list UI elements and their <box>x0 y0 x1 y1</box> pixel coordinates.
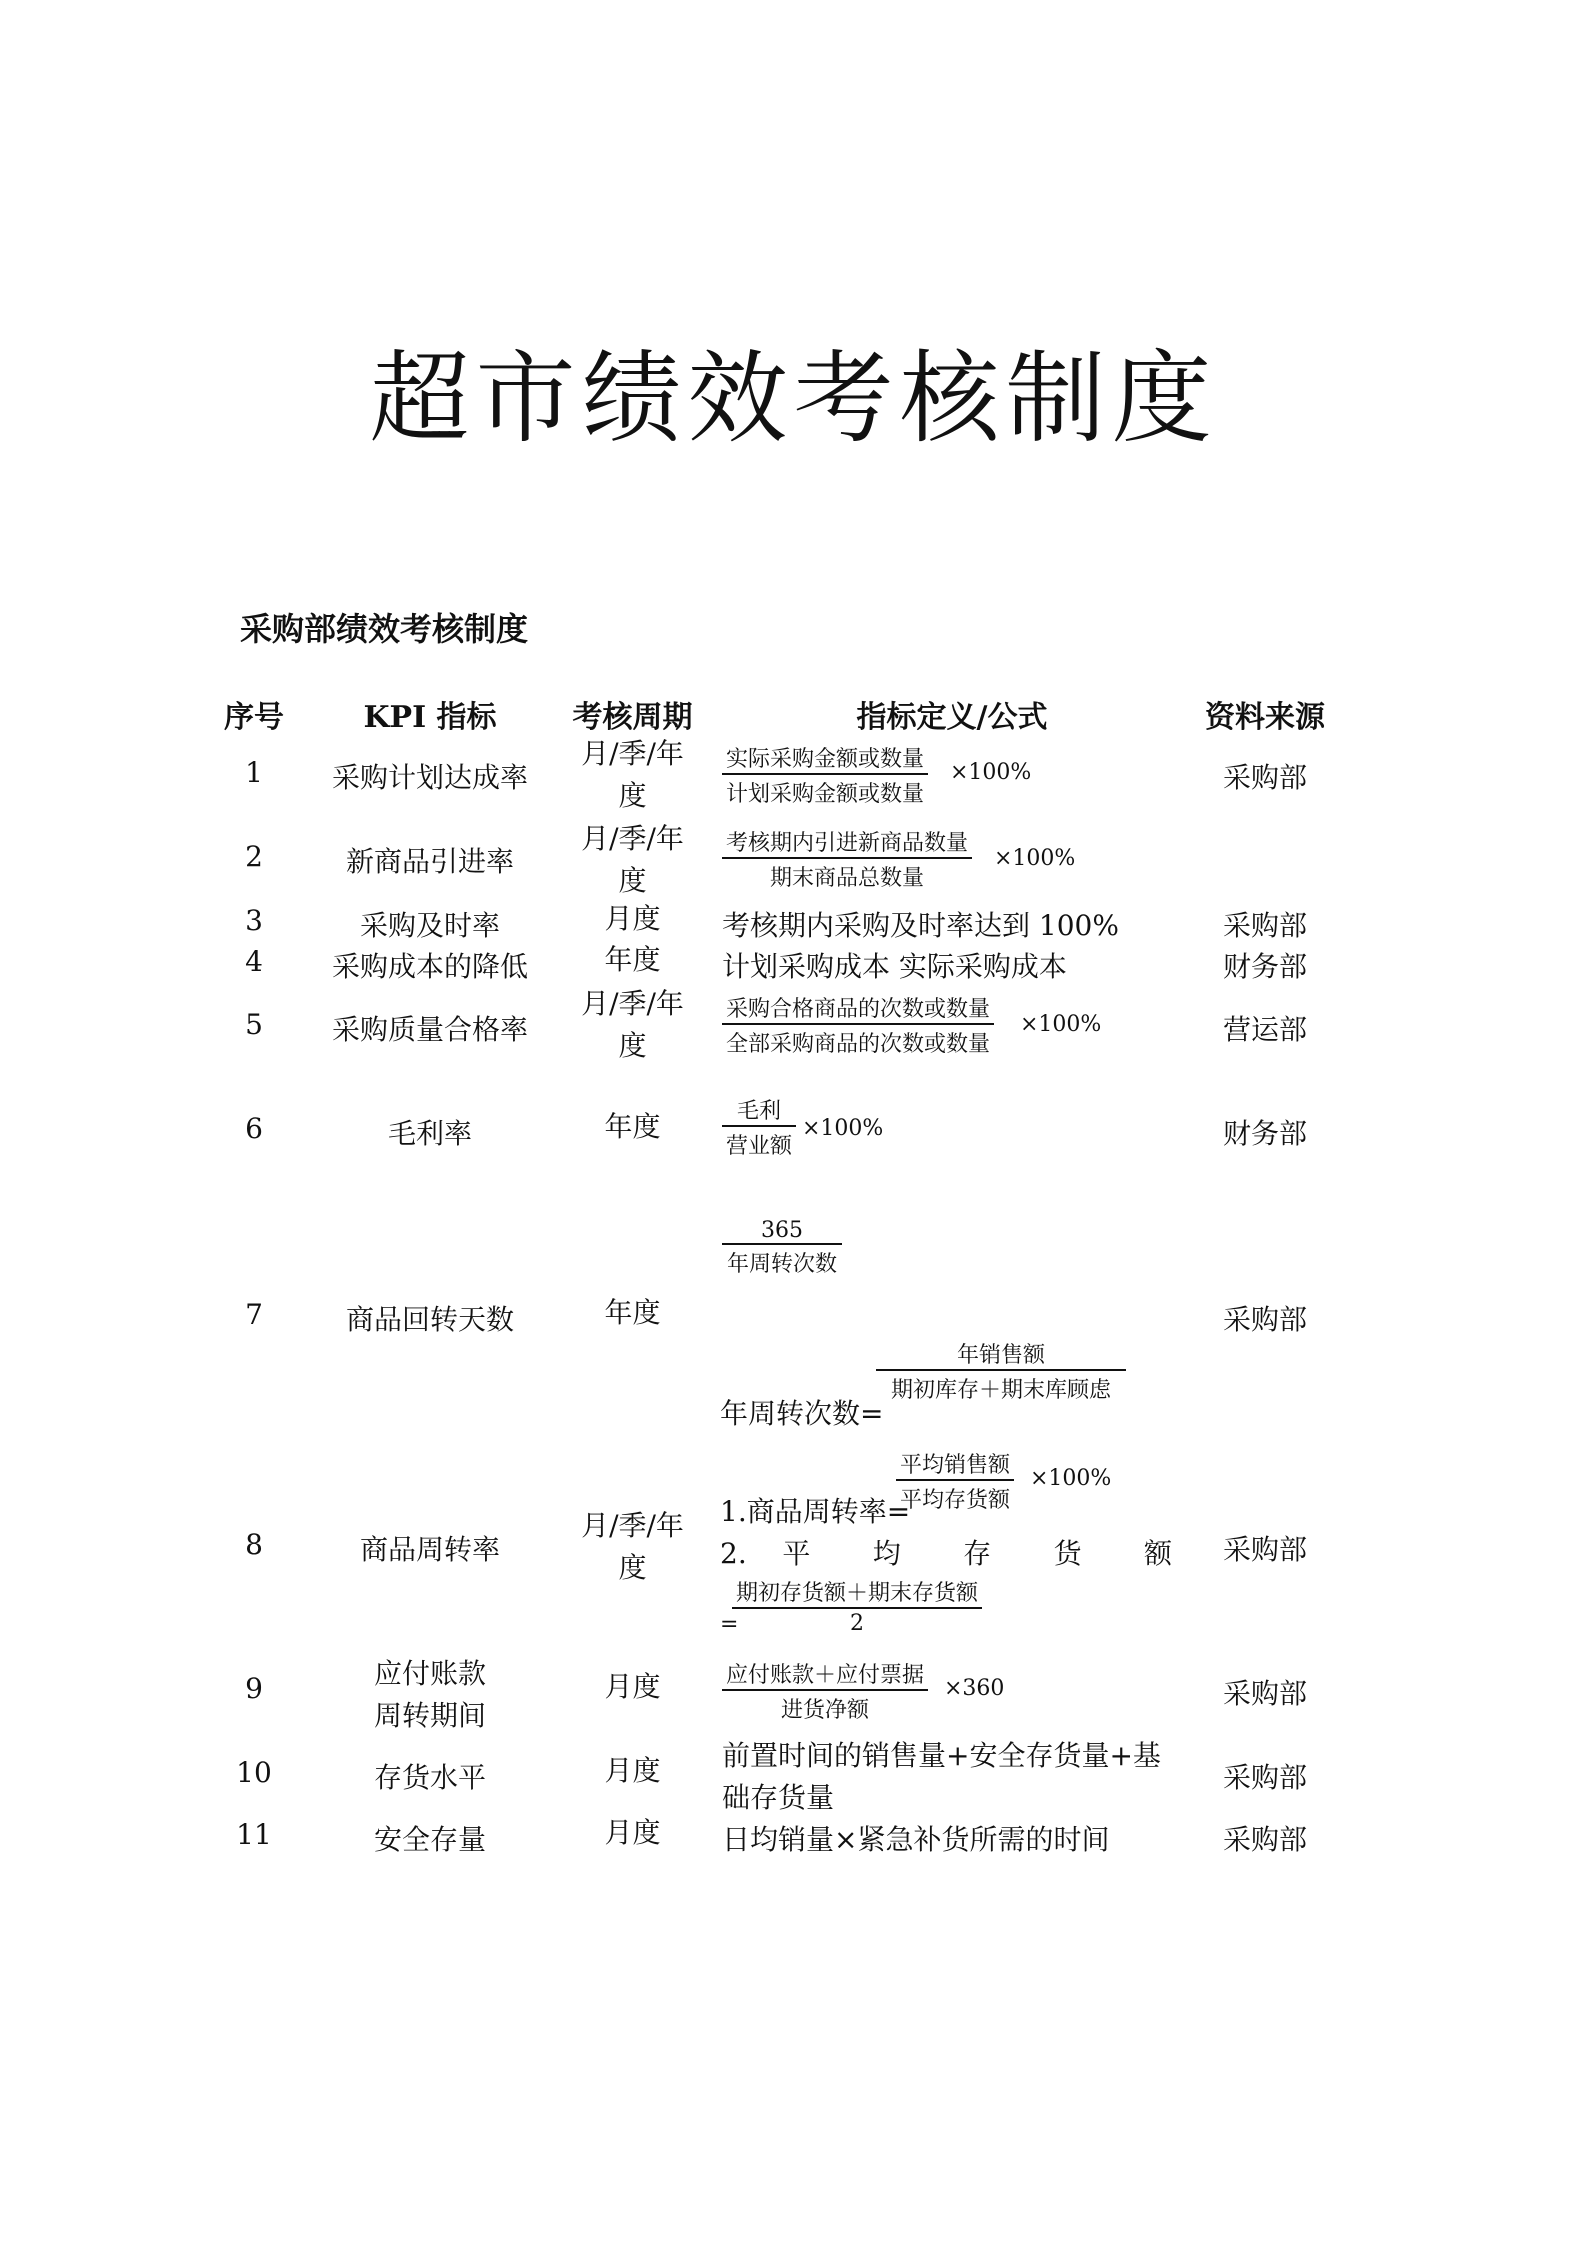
row-9-multiplier: ×360 <box>944 1676 1005 1701</box>
row-6-denominator: 营业额 <box>726 1134 793 1159</box>
row-7-denominator-1: 年周转次数 <box>726 1252 837 1277</box>
row-10-period: 月度 <box>604 1754 661 1787</box>
row-1-source: 采购部 <box>1222 761 1307 794</box>
header-period: 考核周期 <box>572 700 693 735</box>
row-9-source: 采购部 <box>1222 1677 1307 1710</box>
row-11-seq: 11 <box>236 1818 272 1851</box>
row-6-fraction <box>722 1094 796 1160</box>
header-source: 资料来源 <box>1205 700 1325 735</box>
row-4-definition: 计划采购成本 实际采购成本 <box>722 950 1067 983</box>
row-7-numerator-2: 年销售额 <box>876 1338 1126 1371</box>
row-10-definition-line2: 础存货量 <box>722 1781 835 1814</box>
row-11-period: 月度 <box>604 1816 661 1849</box>
row-10-source: 采购部 <box>1222 1761 1307 1794</box>
row-9-fraction <box>722 1658 928 1724</box>
row-1-period: 月/季/年度 <box>581 737 684 812</box>
row-8-seq: 8 <box>245 1528 263 1561</box>
row-2-multiplier: ×100% <box>994 846 1076 871</box>
row-10-seq: 10 <box>236 1756 272 1789</box>
header-definition: 指标定义/公式 <box>856 700 1048 735</box>
row-9-numerator: 应付账款＋应付票据 <box>722 1658 928 1691</box>
row-9-kpi-line2: 周转期间 <box>373 1699 486 1732</box>
row-11-definition: 日均销量×紧急补货所需的时间 <box>722 1823 1110 1856</box>
row-3-kpi: 采购及时率 <box>359 909 500 942</box>
row-5-numerator: 采购合格商品的次数或数量 <box>722 992 994 1025</box>
row-8-equals: = <box>720 1612 739 1637</box>
row-1-denominator: 计划采购金额或数量 <box>726 782 925 807</box>
row-9-period: 月度 <box>604 1670 661 1703</box>
row-4-period: 年度 <box>604 943 661 976</box>
row-7-kpi: 商品回转天数 <box>345 1303 514 1336</box>
row-10-kpi: 存货水平 <box>373 1761 486 1794</box>
row-5-multiplier: ×100% <box>1020 1012 1102 1037</box>
row-1-multiplier: ×100% <box>950 760 1032 785</box>
row-3-definition: 考核期内采购及时率达到 100% <box>722 909 1119 942</box>
row-11-source: 采购部 <box>1222 1823 1307 1856</box>
row-10-definition-line1: 前置时间的销售量+安全存货量+基 <box>722 1739 1161 1772</box>
row-7-fraction-1 <box>722 1218 842 1278</box>
row-7-denominator-2: 期初库存＋期末库顾虑 <box>890 1378 1111 1403</box>
row-5-kpi: 采购质量合格率 <box>331 1013 528 1046</box>
row-7-numerator-1: 365 <box>722 1218 842 1245</box>
row-6-numerator: 毛利 <box>722 1094 796 1127</box>
row-9-seq: 9 <box>245 1672 263 1705</box>
header-kpi: KPI 指标 <box>363 700 497 735</box>
row-6-multiplier: ×100% <box>802 1116 884 1141</box>
row-6-period: 年度 <box>604 1110 661 1143</box>
row-5-denominator: 全部采购商品的次数或数量 <box>726 1032 991 1057</box>
row-1-numerator: 实际采购金额或数量 <box>722 742 928 775</box>
row-6-kpi: 毛利率 <box>387 1117 472 1150</box>
row-2-seq: 2 <box>245 840 263 873</box>
row-5-fraction <box>722 992 994 1058</box>
row-8-numerator-2: 期初存货额＋期末存货额 <box>732 1576 982 1609</box>
row-2-fraction <box>722 826 972 892</box>
row-4-kpi: 采购成本的降低 <box>331 950 528 983</box>
row-3-period: 月度 <box>604 902 661 935</box>
row-9-denominator: 进货净额 <box>781 1698 870 1723</box>
row-1-kpi: 采购计划达成率 <box>331 761 528 794</box>
row-8-fraction-2 <box>732 1576 982 1636</box>
row-8-multiplier: ×100% <box>1030 1466 1112 1491</box>
row-5-period: 月/季/年度 <box>581 987 684 1062</box>
row-2-numerator: 考核期内引进新商品数量 <box>722 826 972 859</box>
row-6-seq: 6 <box>245 1112 263 1145</box>
page-title: 超市绩效考核制度 <box>369 340 1218 457</box>
row-7-prefix: 年周转次数= <box>720 1397 884 1430</box>
row-9-kpi-line1: 应付账款 <box>373 1657 486 1690</box>
row-6-source: 财务部 <box>1222 1117 1307 1150</box>
row-7-seq: 7 <box>245 1298 263 1331</box>
row-2-period: 月/季/年度 <box>581 822 684 897</box>
row-7-fraction-2 <box>876 1338 1126 1404</box>
section-title: 采购部绩效考核制度 <box>240 610 529 648</box>
row-8-line2: 2. 平 均 存 货 额 <box>720 1537 1172 1570</box>
row-8-kpi: 商品周转率 <box>359 1533 500 1566</box>
row-1-seq: 1 <box>245 756 263 789</box>
row-8-source: 采购部 <box>1222 1533 1307 1566</box>
row-8-line1: 1.商品周转率= <box>720 1495 911 1528</box>
row-8-period: 月/季/年度 <box>581 1509 684 1584</box>
row-7-period: 年度 <box>604 1296 661 1329</box>
row-2-kpi: 新商品引进率 <box>345 845 514 878</box>
row-7-source: 采购部 <box>1222 1303 1307 1336</box>
row-5-seq: 5 <box>245 1008 263 1041</box>
row-3-source: 采购部 <box>1222 909 1307 942</box>
header-seq: 序号 <box>224 700 284 735</box>
row-3-seq: 3 <box>245 904 263 937</box>
row-1-fraction <box>722 742 928 808</box>
row-8-denominator-2: 2 <box>850 1611 864 1636</box>
row-5-source: 营运部 <box>1222 1013 1307 1046</box>
row-4-source: 财务部 <box>1222 950 1307 983</box>
row-2-denominator: 期末商品总数量 <box>770 866 925 891</box>
row-8-numerator-1: 平均销售额 <box>896 1448 1014 1481</box>
row-11-kpi: 安全存量 <box>373 1823 486 1856</box>
row-8-fraction-1 <box>896 1448 1014 1514</box>
row-8-denominator-1: 平均存货额 <box>900 1488 1011 1513</box>
row-4-seq: 4 <box>245 945 263 978</box>
